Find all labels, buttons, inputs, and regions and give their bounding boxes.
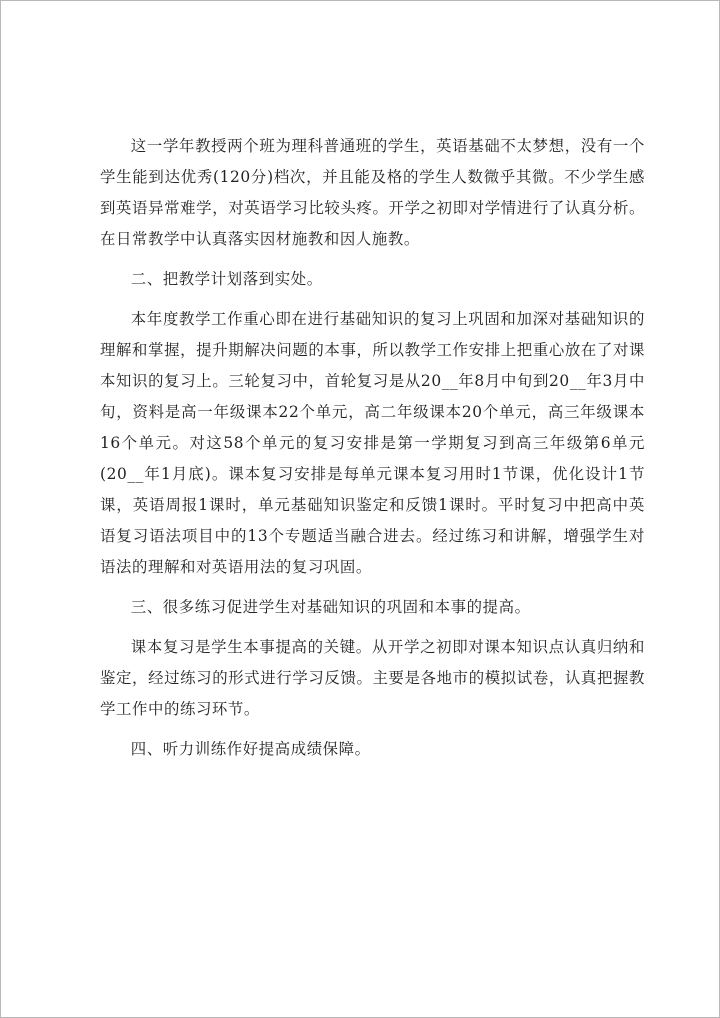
section-heading-2: 二、把教学计划落到实处。 bbox=[130, 270, 323, 288]
document-body bbox=[100, 131, 645, 774]
paragraph-review-plan: 本年度教学工作重心即在进行基础知识的复习上巩固和加深对基础知识的理解和掌握，提升期解决问题的本事，所以教学工作安排上把重心放在了对课本知识的复习上。三轮复习中，首轮复习是从20__年8月中旬到20__年3月中旬，资料是高一年级课本22个单元，高二年级课本20个单元，高三年级课本16个单元。对这58个单元的复习安排是第一学期复习到高三年级第6单元(20__年1月底)。课本复习安排是每单元课本复习用时1节课，优化设计1节课，英语周报1课时，单元基础知识鉴定和反馈1课时。平时复习中把高中英语复习语法项目中的13个专题适当融合进去。经过练习和讲解，增强学生对语法的理解和对英语用法的复习巩固。 bbox=[100, 310, 645, 576]
section-heading-3: 三、很多练习促进学生对基础知识的巩固和本事的提高。 bbox=[130, 598, 531, 616]
section-heading-4: 四、听力训练作好提高成绩保障。 bbox=[130, 740, 371, 758]
paragraph-student-analysis: 这一学年教授两个班为理科普通班的学生，英语基础不太梦想，没有一个学生能到达优秀(120分)档次，并且能及格的学生人数微乎其微。不少学生感到英语异常难学，对英语学习比较头疼。开学之初即对学情进行了认真分析。在日常教学中认真落实因材施教和因人施教。 bbox=[100, 137, 645, 248]
paragraph-practice: 课本复习是学生本事提高的关键。从开学之初即对课本知识点认真归纳和鉴定，经过练习的形式进行学习反馈。主要是各地市的模拟试卷，认真把握教学工作中的练习环节。 bbox=[100, 638, 645, 718]
